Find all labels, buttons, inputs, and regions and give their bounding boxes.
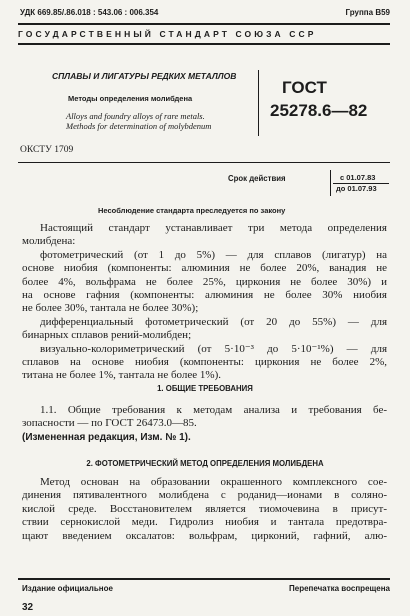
footer-rule — [18, 578, 390, 580]
section2-text — [22, 476, 387, 543]
validity-label: Срок действия — [228, 174, 286, 183]
title-ru-main: СПЛАВЫ И ЛИГАТУРЫ РЕДКИХ МЕТАЛЛОВ — [52, 71, 237, 81]
section1-line: 1.1. Общие требования к методам анализа и требования бе- — [40, 404, 387, 416]
udk-code: УДК 669.85/.86.018 : 543.06 : 006.354 — [20, 8, 159, 17]
footer-official-edition: Издание официальное — [22, 584, 113, 593]
section1-heading: 1. ОБЩИЕ ТРЕБОВАНИЯ — [157, 384, 253, 393]
intro-line: более 4%, вольфрама не более 25%, циркония не более 30%) и — [22, 275, 387, 288]
gost-number: 25278.6—82 — [270, 101, 368, 120]
section2-line: ствии сернокислой меди. Гидролиз ниобия и тантала предотвра- — [22, 516, 387, 529]
header-rule-bottom — [18, 43, 390, 45]
title-en-line2: Methods for determination of molybdenum — [66, 121, 212, 131]
section1-line: зопасности — по ГОСТ 26473.0—85. — [22, 417, 197, 430]
intro-line: дифференциальный фотометрический (от 20 до 55%) — для — [40, 315, 387, 328]
intro-line: сплавов на основе ниобия (компоненты: циркония не более 2%, — [22, 356, 387, 369]
intro-line: бинарных сплавов рений-молибден; — [22, 329, 192, 342]
section2-line: кислой среде. Восстановителем является тиомочевина в присут- — [22, 502, 387, 515]
intro-line: основе ниобия (компоненты: алюминия не более 20%, ванадия не — [22, 262, 387, 275]
section2-heading: 2. ФОТОМЕТРИЧЕСКИЙ МЕТОД ОПРЕДЕЛЕНИЯ МОЛИБДЕНА — [86, 459, 324, 468]
intro-text — [22, 222, 387, 383]
state-standard-band: ГОСУДАРСТВЕННЫЙ СТАНДАРТ СОЮЗА ССР — [18, 29, 317, 39]
section2-line: Метод основан на образовании окрашенного комплексного сое- — [40, 476, 387, 488]
violation-notice: Несоблюдение стандарта преследуется по закону — [98, 206, 286, 215]
page-number: 32 — [22, 602, 34, 613]
intro-line: молибдена: — [22, 235, 76, 248]
validity-from: с 01.07.83 — [340, 173, 376, 182]
validity-to: до 01.07.93 — [336, 184, 377, 193]
section2-line: динения пятивалентного молибдена с роданид—ионами в соляно- — [22, 489, 387, 502]
intro-line: Настоящий стандарт устанавливает три метода определения — [40, 222, 387, 234]
title-ru-sub: Методы определения молибдена — [68, 94, 193, 103]
intro-line: титана не более 1%, тантала не более 1%). — [22, 369, 221, 382]
okstu-rule — [18, 162, 390, 163]
intro-line: не более 30%, тантала не более 30%); — [22, 302, 199, 315]
intro-line: фотометрический (от 1 до 5%) — для сплавов (лигатур) на — [40, 248, 387, 261]
intro-line: визуально-колориметрический (от 5·10⁻³ до 5·10⁻¹%) — для — [40, 342, 387, 355]
title-en — [66, 111, 211, 131]
okstu-code: ОКСТУ 1709 — [20, 145, 74, 155]
header-rule-top — [18, 23, 390, 25]
section2-line: щают введением оксалатов: вольфрам, цирконий, гафний, алю- — [22, 529, 387, 542]
title-en-line1: Alloys and foundry alloys of rare metals. — [66, 111, 205, 121]
section1-text — [22, 404, 387, 444]
footer-reprint-prohibited: Перепечатка воспрещена — [289, 584, 390, 593]
group-code: Группа В59 — [345, 8, 390, 17]
intro-line: на основе гафния (компоненты: алюминия не более 30% ниобия — [22, 289, 387, 302]
amendment-note: (Измененная редакция, Изм. № 1). — [22, 431, 191, 443]
validity-divider — [330, 170, 331, 196]
gost-label: ГОСТ — [282, 78, 327, 97]
title-divider — [258, 70, 259, 136]
